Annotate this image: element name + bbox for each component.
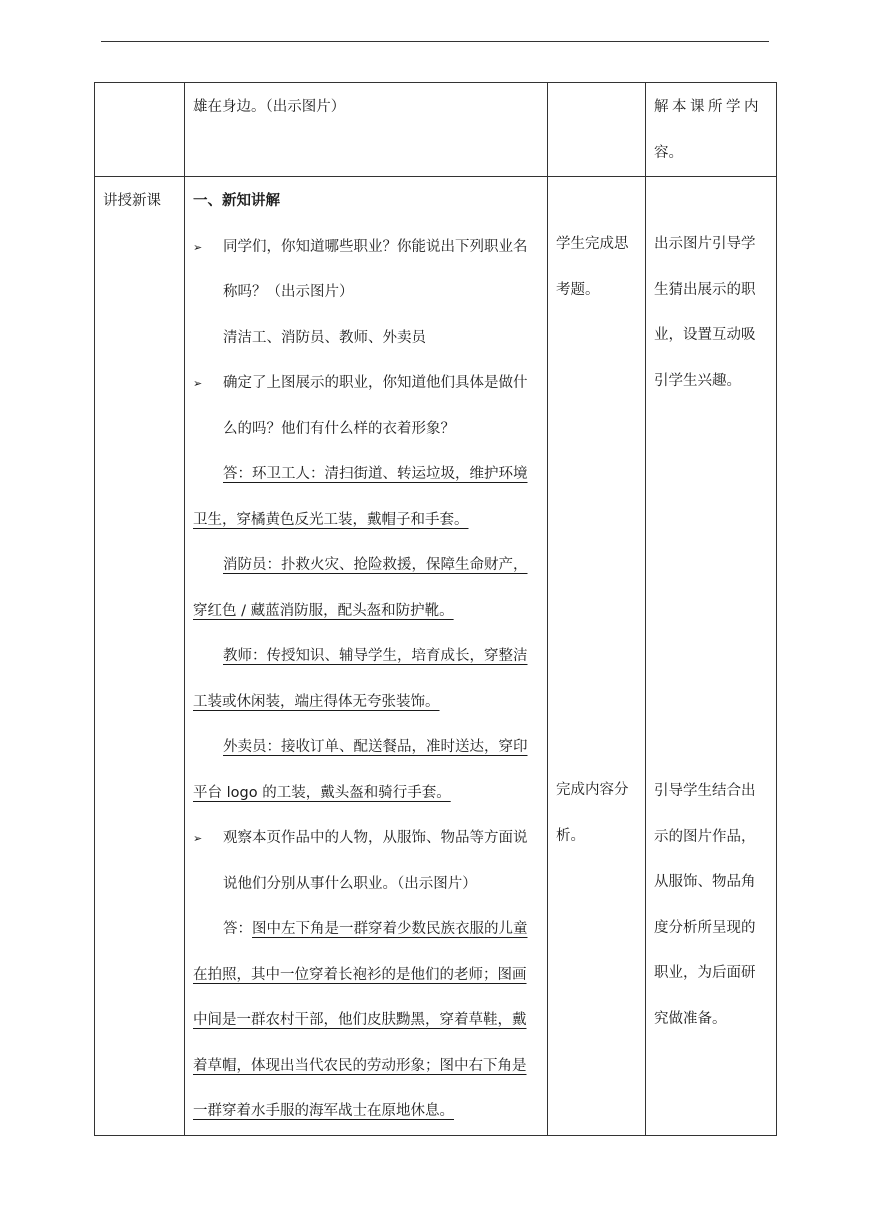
design-intent-cell [646, 83, 777, 177]
content-cell [185, 83, 548, 177]
answer-text: 图中左下角是一群穿着少数民族衣服的儿童 [252, 921, 528, 937]
answer-text: 着草帽，体现出当代农民的劳动形象；图中右下角是 [193, 1057, 527, 1074]
header-rule [101, 41, 769, 42]
student-activity-block [556, 768, 637, 859]
question-line: 观察本页作品中的人物，从服饰、物品等方面说 [223, 830, 528, 846]
answer-text: 在拍照，其中一位穿着长袍衫的是他们的老师；图画 [193, 966, 527, 983]
intent-line: 示的图片作品， [654, 828, 756, 845]
answer-line [193, 1044, 539, 1090]
question-item [193, 225, 539, 316]
design-intent-block [654, 177, 768, 404]
answer-line [193, 498, 539, 544]
arrow-bullet-icon: ➢ [193, 377, 203, 390]
question-item [193, 361, 539, 452]
answer-text: 一群穿着水手服的海军战士在原地休息。 [193, 1103, 454, 1119]
question-line: 确定了上图展示的职业，你知道他们具体是做什 [223, 375, 528, 391]
answer-text: 工装或休闲装，端庄得体无夸张装饰。 [193, 693, 440, 710]
intent-line: 职业，为后面研 [654, 965, 756, 981]
answer-line [193, 680, 539, 726]
question-line: 称吗？（出示图片） [223, 284, 354, 300]
intent-line: 引学生兴趣。 [654, 372, 741, 389]
answer-text: 答：环卫工人：清扫街道、转运垃圾，维护环境 [223, 466, 528, 482]
answer-line [193, 1089, 539, 1135]
answer-line [193, 998, 539, 1044]
question-item [193, 816, 539, 907]
table-row [95, 83, 777, 177]
answer-line [193, 725, 539, 771]
answer-line [193, 634, 539, 680]
answer-text: 穿红色 / 藏蓝消防服，配头盔和防护靴。 [193, 602, 454, 619]
continued-text: 雄在身边。（出示图片） [193, 99, 346, 115]
stage-cell [95, 83, 185, 177]
section-title: 一、新知讲解 [193, 193, 280, 209]
design-intent-cell [646, 177, 777, 1136]
stage-cell [95, 177, 185, 1136]
arrow-bullet-icon: ➢ [193, 832, 203, 845]
answer-text: 外卖员：接收订单、配送餐品，准时送达，穿印 [223, 739, 528, 755]
activity-line: 完成内容分 [556, 782, 629, 798]
intent-line: 业，设置互动吸 [654, 327, 756, 343]
stage-label: 讲授新课 [103, 193, 161, 209]
student-activity-block [556, 177, 637, 313]
answer-text: 中间是一群农村干部，他们皮肤黝黑，穿着草鞋，戴 [193, 1012, 527, 1028]
intent-line: 解本课所学内 [654, 99, 762, 115]
intent-line: 出示图片引导学 [654, 236, 756, 252]
content-cell [185, 177, 548, 1136]
design-intent-block [654, 769, 768, 1042]
answer-text: 消防员：扑救火灾、抢险救援，保障生命财产， [223, 557, 528, 573]
arrow-bullet-icon: ➢ [193, 240, 203, 254]
intent-line: 容。 [654, 144, 683, 161]
activity-line: 析。 [556, 827, 585, 844]
answer-line [193, 589, 539, 635]
answer-prefix: 答： [223, 921, 252, 937]
student-activity-cell [548, 177, 646, 1136]
question-line: 么的吗？他们有什么样的衣着形象？ [223, 420, 455, 437]
intent-line: 究做准备。 [654, 1010, 727, 1027]
answer-line [193, 452, 539, 498]
student-activity-cell [548, 83, 646, 177]
intent-line: 从服饰、物品角 [654, 874, 756, 890]
answer-line [193, 907, 539, 953]
answer-line [193, 543, 539, 589]
activity-line: 学生完成思 [556, 236, 629, 252]
activity-line: 考题。 [556, 281, 600, 298]
answer-line [193, 953, 539, 999]
answer-line [193, 771, 539, 817]
lesson-plan-table [94, 82, 777, 1136]
table-row [95, 177, 777, 1136]
answer-text: 平台 logo 的工装，戴头盔和骑行手套。 [193, 784, 451, 801]
question-line: 说他们分别从事什么职业。（出示图片） [223, 875, 477, 892]
intent-line: 引导学生结合出 [654, 783, 756, 799]
answer-text: 卫生，穿橘黄色反光工装，戴帽子和手套。 [193, 511, 469, 528]
intent-line: 度分析所呈现的 [654, 919, 756, 936]
intent-line: 生猜出展示的职 [654, 281, 756, 298]
question-line: 同学们，你知道哪些职业？你能说出下列职业名 [223, 238, 528, 255]
answer-text: 教师：传授知识、辅导学生，培育成长，穿整洁 [223, 648, 528, 664]
answer-line: 清洁工、消防员、教师、外卖员 [223, 329, 426, 346]
